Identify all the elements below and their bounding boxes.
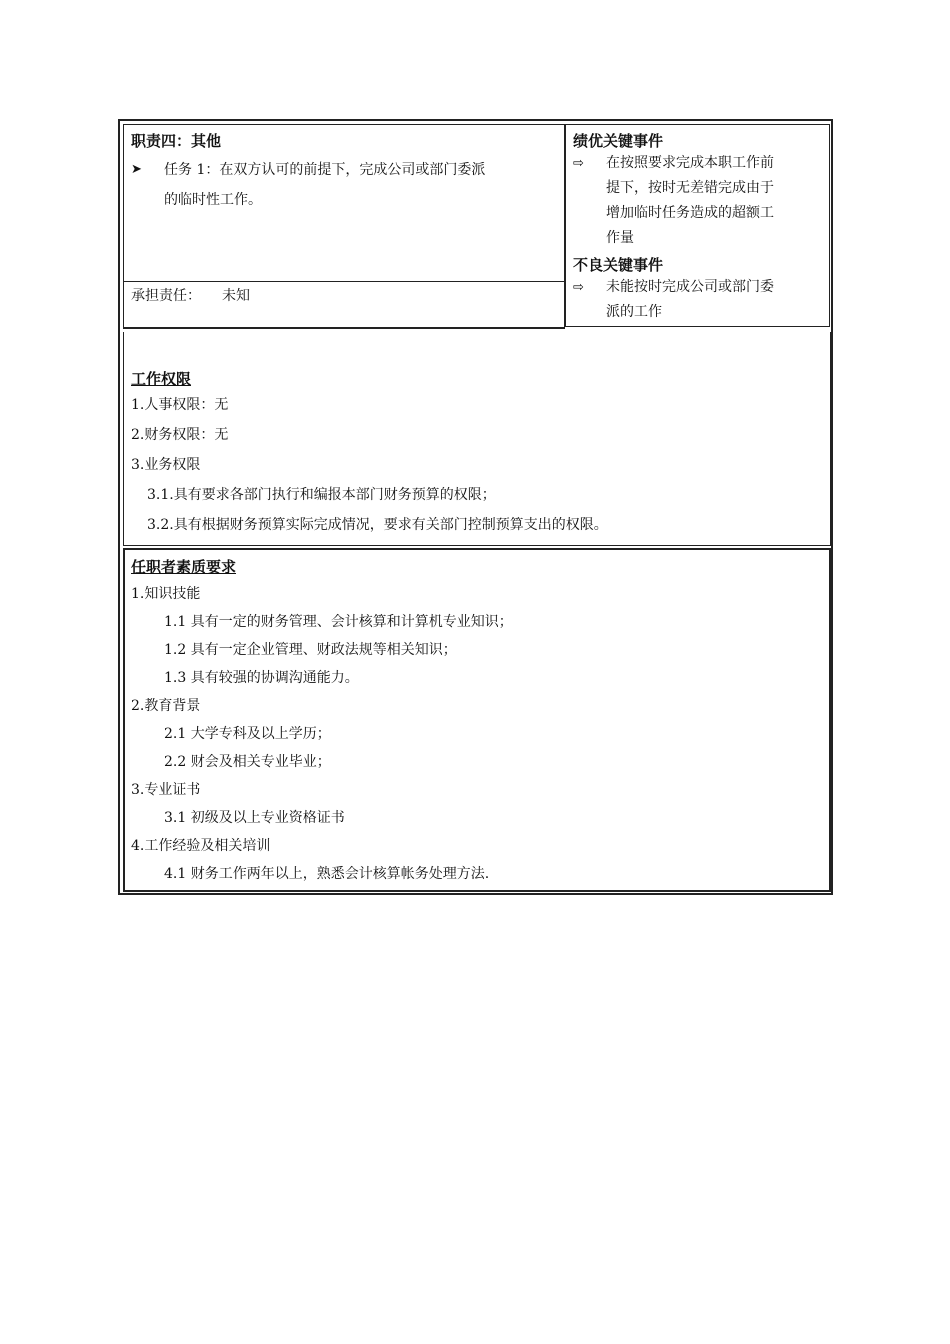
qualification-item: 4.1 财务工作两年以上，熟悉会计核算帐务处理方法. xyxy=(164,866,490,882)
bad-event-arrow-icon: ⇨ xyxy=(573,280,584,295)
document-frame xyxy=(118,119,833,895)
bad-events-title: 不良关键事件 xyxy=(573,256,664,274)
good-event-line-4: 作量 xyxy=(606,230,634,246)
qualification-item: 2.2 财会及相关专业毕业； xyxy=(164,754,331,770)
qualification-item: 1.知识技能 xyxy=(131,586,201,602)
bad-event-line-1: 未能按时完成公司或部门委 xyxy=(606,279,774,295)
authority-item: 1.人事权限：无 xyxy=(131,397,229,413)
authority-title: 工作权限 xyxy=(131,370,192,388)
task-line-2: 的临时性工作。 xyxy=(164,192,262,208)
authority-item: 3.1.具有要求各部门执行和编报本部门财务预算的权限； xyxy=(147,487,496,503)
qualification-item: 1.2 具有一定企业管理、财政法规等相关知识； xyxy=(164,642,457,658)
responsibility-value: 未知 xyxy=(222,288,250,304)
qualification-item: 3.专业证书 xyxy=(131,782,201,798)
good-event-arrow-icon: ⇨ xyxy=(573,156,584,171)
qualification-item: 1.3 具有较强的协调沟通能力。 xyxy=(164,670,359,686)
arrow-bullet-icon: ➤ xyxy=(131,162,142,177)
task-line-1: 任务 1：在双方认可的前提下，完成公司或部门委派 xyxy=(164,162,486,178)
authority-item: 2.财务权限：无 xyxy=(131,427,229,443)
qualification-item: 1.1 具有一定的财务管理、会计核算和计算机专业知识； xyxy=(164,614,513,630)
bad-event-line-2: 派的工作 xyxy=(606,304,662,320)
good-event-line-1: 在按照要求完成本职工作前 xyxy=(606,155,774,171)
authority-item: 3.业务权限 xyxy=(131,457,201,473)
qualification-item: 3.1 初级及以上专业资格证书 xyxy=(164,810,345,826)
authority-item: 3.2.具有根据财务预算实际完成情况，要求有关部门控制预算支出的权限。 xyxy=(147,517,608,533)
qualification-item: 2.1 大学专科及以上学历； xyxy=(164,726,331,742)
qualification-item: 2.教育背景 xyxy=(131,698,201,714)
qualifications-title: 任职者素质要求 xyxy=(131,558,237,576)
good-event-line-3: 增加临时任务造成的超额工 xyxy=(606,205,774,221)
responsibility-label: 承担责任： xyxy=(131,288,201,304)
duty-title: 职责四：其他 xyxy=(131,132,222,150)
good-events-title: 绩优关键事件 xyxy=(573,132,664,150)
good-event-line-2: 提下，按时无差错完成由于 xyxy=(606,180,774,196)
qualification-item: 4.工作经验及相关培训 xyxy=(131,838,271,854)
